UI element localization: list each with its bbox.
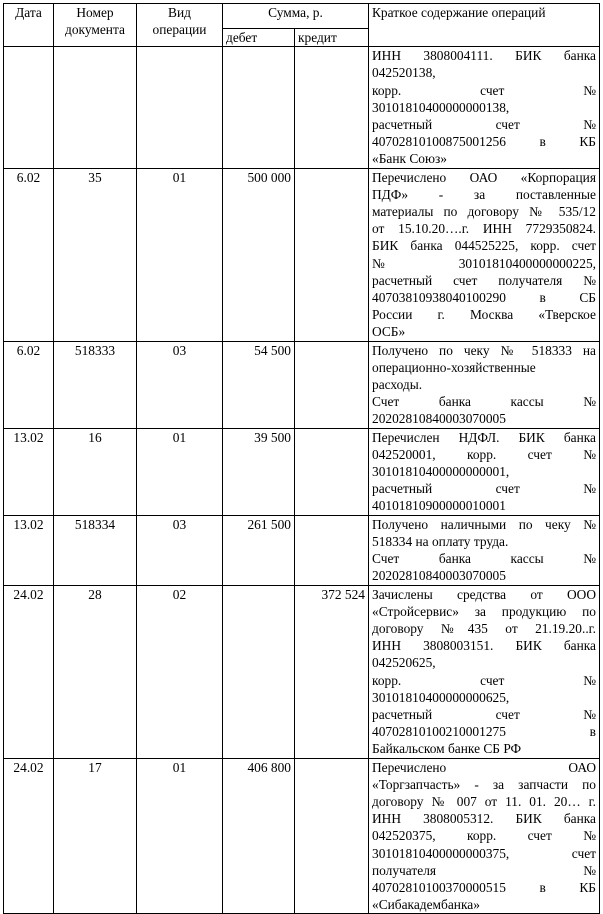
summary-line: корр. счет № — [372, 82, 596, 98]
cell-op-type: 02 — [137, 585, 223, 758]
summary-line: 40101810900000010001 — [372, 498, 506, 514]
summary-line: 042520138, — [372, 65, 436, 81]
cell-doc-number: 16 — [54, 428, 137, 515]
table-row — [4, 515, 600, 585]
summary-line: 518334 на оплату труда. — [372, 533, 509, 549]
header-debit: дебет — [223, 29, 295, 47]
cell-summary — [369, 515, 600, 585]
cell-credit — [295, 428, 369, 515]
summary-line: 40703810938040100290 в СБ — [372, 290, 596, 306]
cell-date: 24.02 — [4, 758, 54, 914]
table-row — [4, 168, 600, 341]
summary-line: 40702810100875001256 в КБ — [372, 134, 596, 150]
summary-line: Перечислен НДФЛ. БИК банка — [372, 429, 596, 445]
cell-op-type: 01 — [137, 168, 223, 341]
cell-debit — [223, 585, 295, 758]
summary-line: корр. счет № — [372, 672, 596, 688]
summary-line: от 15.10.20….г. ИНН 7729350824. — [372, 221, 596, 237]
cell-debit: 500 000 — [223, 168, 295, 341]
cell-date: 6.02 — [4, 168, 54, 341]
summary-line: России г. Москва «Тверское — [372, 307, 596, 323]
summary-line: «Стройсервис» за продукцию по — [372, 603, 596, 619]
cell-credit — [295, 758, 369, 914]
cell-summary — [369, 168, 600, 341]
cell-credit — [295, 47, 369, 168]
summary-line: 042520375, корр. счет № — [372, 828, 596, 844]
table-row — [4, 758, 600, 914]
summary-line: Получено наличными по чеку № — [372, 516, 596, 532]
cell-summary — [369, 47, 600, 168]
summary-line: 30101810400000000625, — [372, 689, 510, 705]
cell-op-type: 03 — [137, 515, 223, 585]
summary-line: Счет банка кассы № — [372, 551, 596, 567]
cell-doc-number: 518334 — [54, 515, 137, 585]
cell-doc-number: 28 — [54, 585, 137, 758]
cell-debit: 406 800 — [223, 758, 295, 914]
table-header — [4, 4, 600, 47]
summary-line: ПДФ» - за поставленные — [372, 186, 596, 202]
summary-line: БИК банка 044525225, корр. счет — [372, 238, 596, 254]
cell-date: 13.02 — [4, 515, 54, 585]
operations-table — [3, 3, 600, 914]
summary-line: ОСБ» — [372, 324, 406, 340]
summary-line: получателя № — [372, 862, 596, 878]
summary-line: расчетный счет № — [372, 706, 596, 722]
header-credit: кредит — [295, 29, 369, 47]
cell-summary — [369, 758, 600, 914]
table-row — [4, 585, 600, 758]
cell-date: 13.02 — [4, 428, 54, 515]
summary-line: 042520001, корр. счет № — [372, 446, 596, 462]
cell-summary — [369, 428, 600, 515]
cell-debit: 54 500 — [223, 341, 295, 428]
cell-date: 6.02 — [4, 341, 54, 428]
cell-credit — [295, 515, 369, 585]
cell-date: 24.02 — [4, 585, 54, 758]
cell-op-type: 01 — [137, 428, 223, 515]
summary-line: расчетный счет получателя № — [372, 272, 596, 288]
summary-line: 20202810840003070005 — [372, 411, 506, 427]
summary-line: 40702810100370000515 в КБ — [372, 879, 596, 895]
summary-line: Получено по чеку № 518333 на — [372, 342, 596, 358]
summary-line: ИНН 3808004111. БИК банка — [372, 48, 596, 64]
cell-doc-number — [54, 47, 137, 168]
table-body — [4, 47, 600, 914]
summary-line: договору № 007 от 11. 01. 20… г. — [372, 793, 596, 809]
cell-op-type: 01 — [137, 758, 223, 914]
header-sum: Сумма, р. — [223, 4, 369, 29]
cell-debit: 261 500 — [223, 515, 295, 585]
cell-doc-number: 518333 — [54, 341, 137, 428]
cell-summary — [369, 341, 600, 428]
summary-line: «Торгзапчасть» - за запчасти по — [372, 776, 596, 792]
summary-line: 30101810400000000375, счет — [372, 845, 596, 861]
summary-line: 042520625, — [372, 655, 436, 671]
cell-credit — [295, 341, 369, 428]
header-date: Дата — [4, 4, 54, 47]
header-op-type: Вид операции — [137, 4, 223, 47]
table-row — [4, 47, 600, 168]
summary-line: Байкальском банке СБ РФ — [372, 741, 522, 757]
summary-line: расходы. — [372, 377, 423, 393]
summary-line: «Банк Союз» — [372, 151, 447, 167]
cell-op-type: 03 — [137, 341, 223, 428]
table-row — [4, 428, 600, 515]
cell-debit — [223, 47, 295, 168]
cell-doc-number: 17 — [54, 758, 137, 914]
summary-line: договору №435 от 21.19.20..г. — [372, 620, 596, 636]
summary-line: операционно-хозяйственные — [372, 359, 536, 375]
summary-line: 30101810400000000001, — [372, 464, 510, 480]
summary-line: 40702810100210001275 в — [372, 724, 596, 740]
summary-line: ИНН 3808003151. БИК банка — [372, 638, 596, 654]
header-doc-number: Номер документа — [54, 4, 137, 47]
summary-line: расчетный счет № — [372, 117, 596, 133]
cell-credit: 372 524 — [295, 585, 369, 758]
summary-line: Перечислено ОАО — [372, 759, 596, 775]
summary-line: «Сибакадембанка» — [372, 897, 480, 913]
summary-line: расчетный счет № — [372, 481, 596, 497]
summary-line: ИНН 3808005312. БИК банка — [372, 811, 596, 827]
cell-credit — [295, 168, 369, 341]
summary-line: Зачислены средства от ООО — [372, 586, 596, 602]
cell-date — [4, 47, 54, 168]
cell-summary — [369, 585, 600, 758]
summary-line: 30101810400000000138, — [372, 99, 510, 115]
cell-op-type — [137, 47, 223, 168]
cell-debit: 39 500 — [223, 428, 295, 515]
table-row — [4, 341, 600, 428]
summary-line: 20202810840003070005 — [372, 568, 506, 584]
cell-doc-number: 35 — [54, 168, 137, 341]
header-summary: Краткое содержание операций — [369, 4, 600, 47]
summary-line: материалы по договору № 535/12 — [372, 204, 596, 220]
summary-line: № 30101810400000000225, — [372, 255, 596, 271]
summary-line: Счет банка кассы № — [372, 394, 596, 410]
summary-line: Перечислено ОАО «Корпорация — [372, 169, 596, 185]
